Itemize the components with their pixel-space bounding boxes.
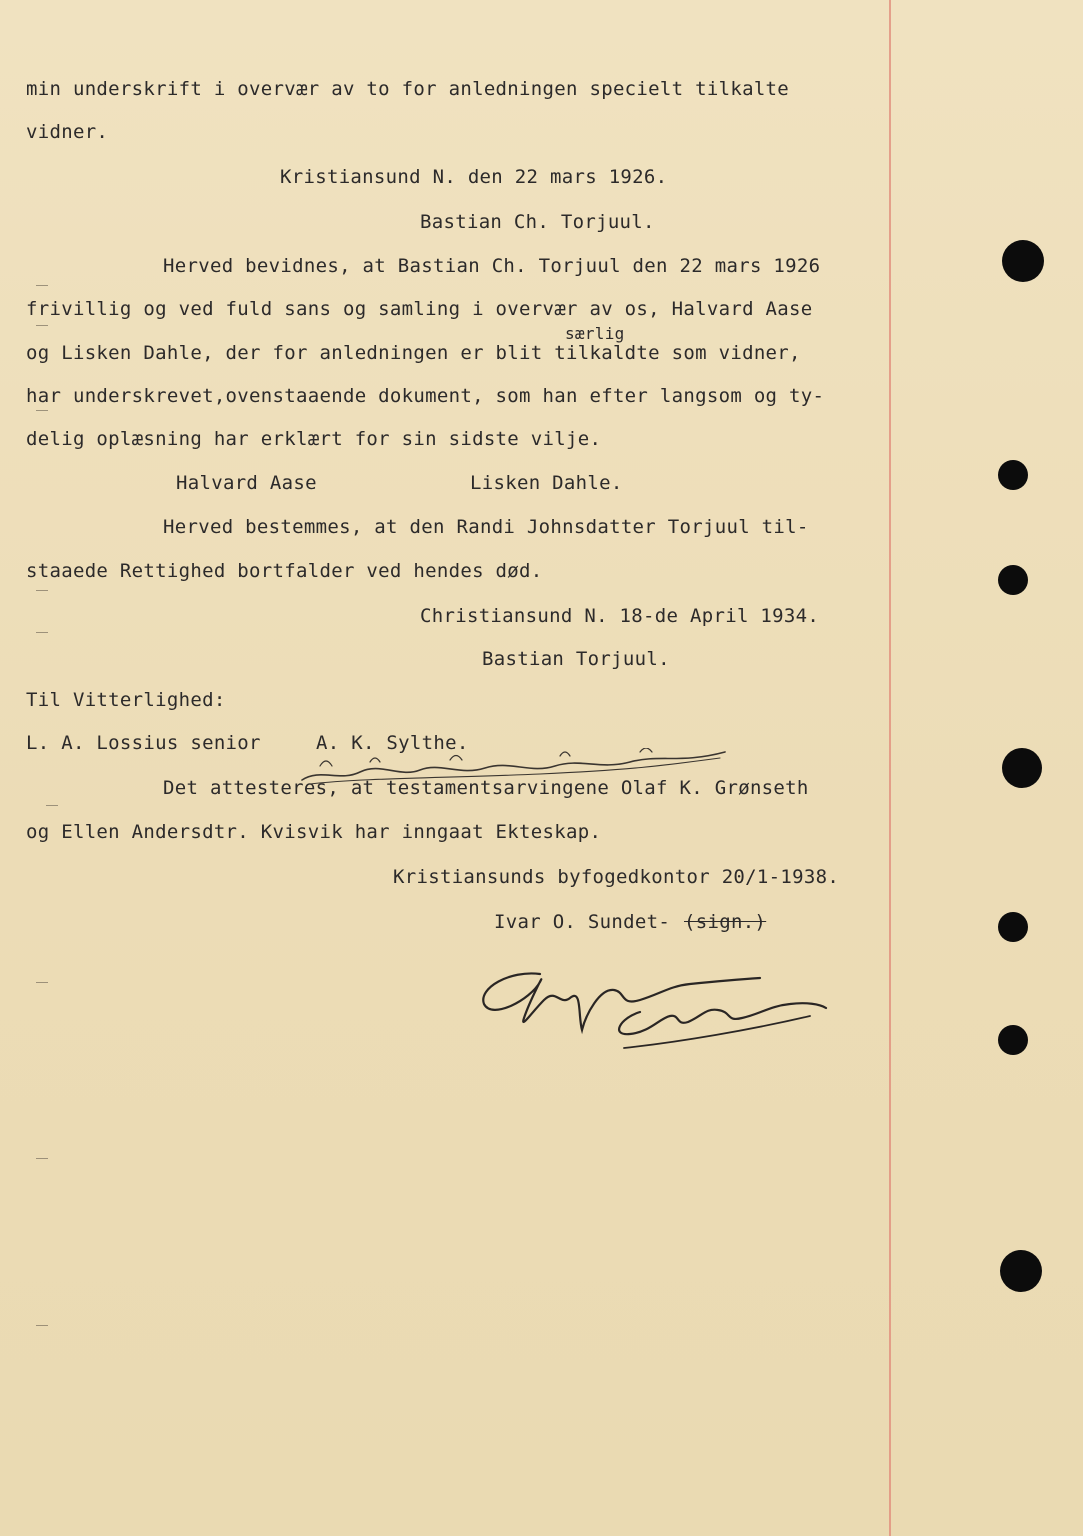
witness-name: A. K. Sylthe.	[316, 732, 469, 754]
place-date-line: Kristiansunds byfogedkontor 20/1-1938.	[393, 866, 840, 888]
margin-mark	[36, 1158, 48, 1159]
text-line: vidner.	[26, 121, 109, 143]
punch-hole-icon	[1002, 240, 1044, 282]
witness-name: Lisken Dahle.	[470, 472, 623, 494]
signatory-name: Bastian Torjuul.	[482, 648, 670, 670]
text-line: Herved bevidnes, at Bastian Ch. Torjuul den 22 mars 1926	[163, 255, 821, 277]
margin-mark	[36, 1325, 48, 1326]
handwritten-annotation-icon	[300, 748, 730, 788]
signatory-name: Ivar O. Sundet-	[494, 911, 671, 933]
place-date-line: Christiansund N. 18-de April 1934.	[420, 605, 820, 627]
margin-mark	[36, 982, 48, 983]
witness-heading: Til Vitterlighed:	[26, 689, 226, 711]
margin-mark	[36, 410, 48, 411]
text-line: har underskrevet,ovenstaaende dokument, som han efter langsom og ty-	[26, 385, 825, 407]
text-line: staaede Rettighed bortfalder ved hendes død.	[26, 560, 543, 582]
witness-name: L. A. Lossius senior	[26, 732, 261, 754]
struck-text: (sign.)	[684, 911, 767, 933]
witness-name: Halvard Aase	[176, 472, 317, 494]
punch-hole-icon	[998, 912, 1028, 942]
margin-mark	[36, 325, 48, 326]
text-line: min underskrift i overvær av to for anledningen specielt tilkalte	[26, 78, 790, 100]
text-line: Herved bestemmes, at den Randi Johnsdatter Torjuul til-	[163, 516, 809, 538]
punch-hole-icon	[1000, 1250, 1042, 1292]
interlinear-insertion: særlig	[565, 324, 625, 343]
place-date-line: Kristiansund N. den 22 mars 1926.	[280, 166, 668, 188]
signatory-name: Bastian Ch. Torjuul.	[420, 211, 655, 233]
margin-mark	[36, 285, 48, 286]
text-line: og Lisken Dahle, der for anledningen er blit tilkaldte som vidner,	[26, 342, 801, 364]
margin-mark	[36, 632, 48, 633]
punch-hole-icon	[998, 565, 1028, 595]
text-line: og Ellen Andersdtr. Kvisvik har inngaat Ekteskap.	[26, 821, 602, 843]
text-line: delig oplæsning har erklært for sin sidste vilje.	[26, 428, 602, 450]
text-line: Det attesteres, at testamentsarvingene Olaf K. Grønseth	[163, 777, 809, 799]
signature-icon	[470, 960, 850, 1060]
margin-mark	[36, 590, 48, 591]
margin-rule	[889, 0, 891, 1536]
text-line: frivillig og ved fuld sans og samling i overvær av os, Halvard Aase	[26, 298, 813, 320]
margin-mark	[46, 805, 58, 806]
punch-hole-icon	[1002, 748, 1042, 788]
punch-hole-icon	[998, 460, 1028, 490]
punch-hole-icon	[998, 1025, 1028, 1055]
